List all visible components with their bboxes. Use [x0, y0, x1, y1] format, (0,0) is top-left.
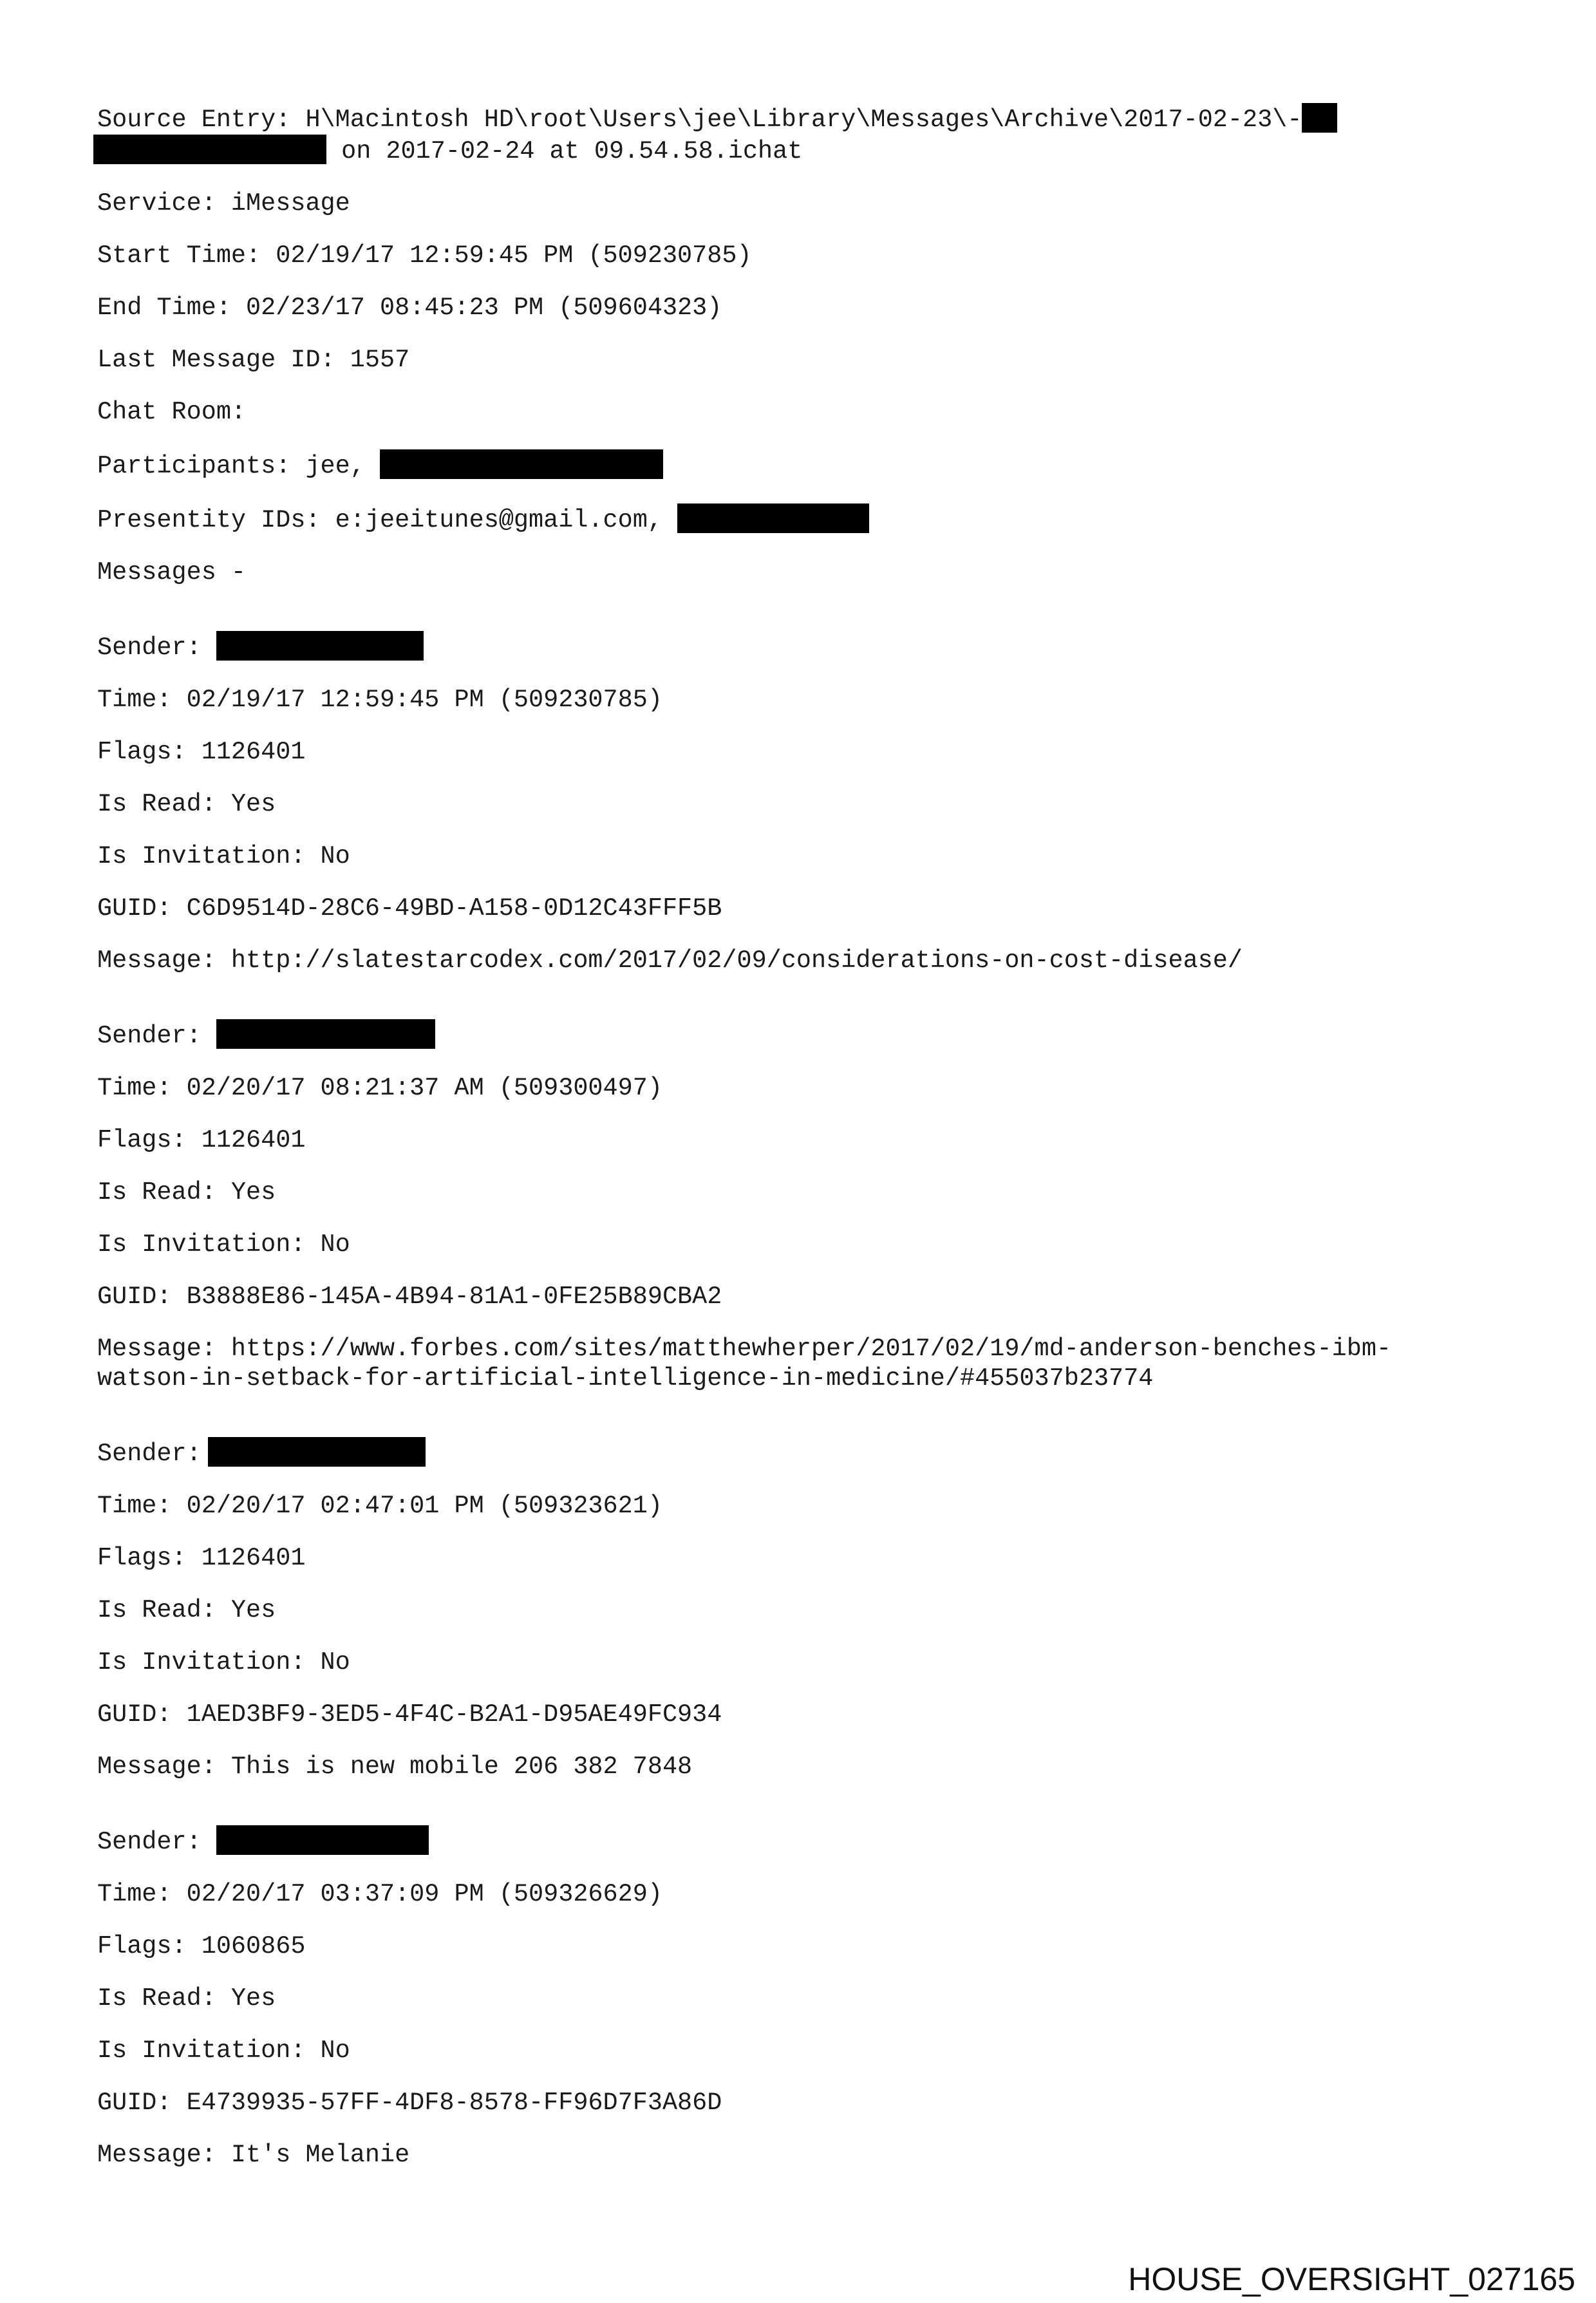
is-read-line: Is Read: Yes: [97, 1596, 276, 1624]
chat-room-line: Chat Room:: [97, 398, 247, 426]
is-invitation-line: Is Invitation: No: [97, 1230, 350, 1259]
guid-line: GUID: 1AED3BF9-3ED5-4F4C-B2A1-D95AE49FC934: [97, 1700, 722, 1729]
sender-label: Sender:: [97, 1828, 202, 1856]
is-invitation-line: Is Invitation: No: [97, 842, 350, 870]
is-invitation-line: Is Invitation: No: [97, 2036, 350, 2065]
presentity-ids-line: [97, 503, 1514, 535]
guid-line: GUID: C6D9514D-28C6-49BD-A158-0D12C43FFF5B: [97, 894, 722, 923]
document-page: [97, 103, 1514, 2192]
message-entry: [97, 631, 1514, 975]
participants-text: Participants: jee,: [97, 452, 365, 480]
sender-line: [97, 1437, 1514, 1469]
flags-line: Flags: 1126401: [97, 1544, 306, 1572]
message-text: Message: This is new mobile 206 382 7848: [97, 1753, 693, 1781]
redaction-box: [380, 449, 663, 479]
start-time-line: Start Time: 02/19/17 12:59:45 PM (509230785): [97, 241, 752, 270]
time-line: Time: 02/20/17 08:21:37 AM (509300497): [97, 1074, 662, 1102]
message-text: Message: http://slatestarcodex.com/2017/02/09/considerations-on-cost-disease/: [97, 946, 1243, 975]
messages-label: Messages -: [97, 558, 247, 587]
redaction-box: [216, 1825, 429, 1855]
message-text-continued: watson-in-setback-for-artificial-intelligence-in-medicine/#455037b23774: [97, 1364, 1154, 1393]
sender-label: Sender:: [97, 634, 202, 662]
source-entry-line: [97, 103, 1514, 135]
redaction-box: [1302, 103, 1337, 133]
redaction-box: [677, 503, 869, 533]
time-line: Time: 02/20/17 03:37:09 PM (509326629): [97, 1880, 662, 1908]
is-read-line: Is Read: Yes: [97, 1178, 276, 1207]
redaction-box: [208, 1437, 426, 1467]
source-entry-suffix: on 2017-02-24 at 09.54.58.ichat: [341, 137, 803, 165]
redaction-box: [93, 135, 326, 164]
redaction-box: [216, 631, 424, 661]
source-entry-dash: -: [1287, 106, 1302, 134]
time-line: Time: 02/20/17 02:47:01 PM (509323621): [97, 1492, 662, 1520]
sender-label: Sender:: [97, 1022, 202, 1050]
presentity-ids-text: Presentity IDs: e:jeeitunes@gmail.com,: [97, 506, 662, 534]
flags-line: Flags: 1126401: [97, 738, 306, 766]
redaction-box: [216, 1019, 435, 1049]
end-time-line: End Time: 02/23/17 08:45:23 PM (509604323): [97, 294, 722, 322]
is-read-line: Is Read: Yes: [97, 790, 276, 818]
guid-line: GUID: B3888E86-145A-4B94-81A1-0FE25B89CBA2: [97, 1283, 722, 1311]
sender-label: Sender:: [97, 1440, 202, 1468]
message-entry: [97, 1825, 1514, 2170]
source-entry-label: Source Entry:: [97, 106, 291, 134]
bates-number: HOUSE_OVERSIGHT_027165: [1128, 2261, 1575, 2297]
source-entry-line-2: [93, 135, 1514, 166]
message-entry: [97, 1019, 1514, 1393]
is-invitation-line: Is Invitation: No: [97, 1648, 350, 1677]
sender-line: [97, 631, 1514, 663]
service-line: Service: iMessage: [97, 189, 350, 218]
message-text: Message: It's Melanie: [97, 2141, 410, 2169]
is-read-line: Is Read: Yes: [97, 1984, 276, 2013]
participants-line: [97, 449, 1514, 481]
last-message-id-line: Last Message ID: 1557: [97, 346, 410, 374]
source-entry-path: H\Macintosh HD\root\Users\jee\Library\Messages\Archive\2017-02-23\: [305, 106, 1288, 134]
flags-line: Flags: 1060865: [97, 1932, 306, 1960]
sender-line: [97, 1019, 1514, 1051]
flags-line: Flags: 1126401: [97, 1126, 306, 1154]
message-text: Message: https://www.forbes.com/sites/matthewherper/2017/02/19/md-anderson-benches-ibm-: [97, 1335, 1392, 1363]
time-line: Time: 02/19/17 12:59:45 PM (509230785): [97, 686, 662, 714]
guid-line: GUID: E4739935-57FF-4DF8-8578-FF96D7F3A86D: [97, 2089, 722, 2117]
message-entry: [97, 1437, 1514, 1781]
sender-line: [97, 1825, 1514, 1857]
